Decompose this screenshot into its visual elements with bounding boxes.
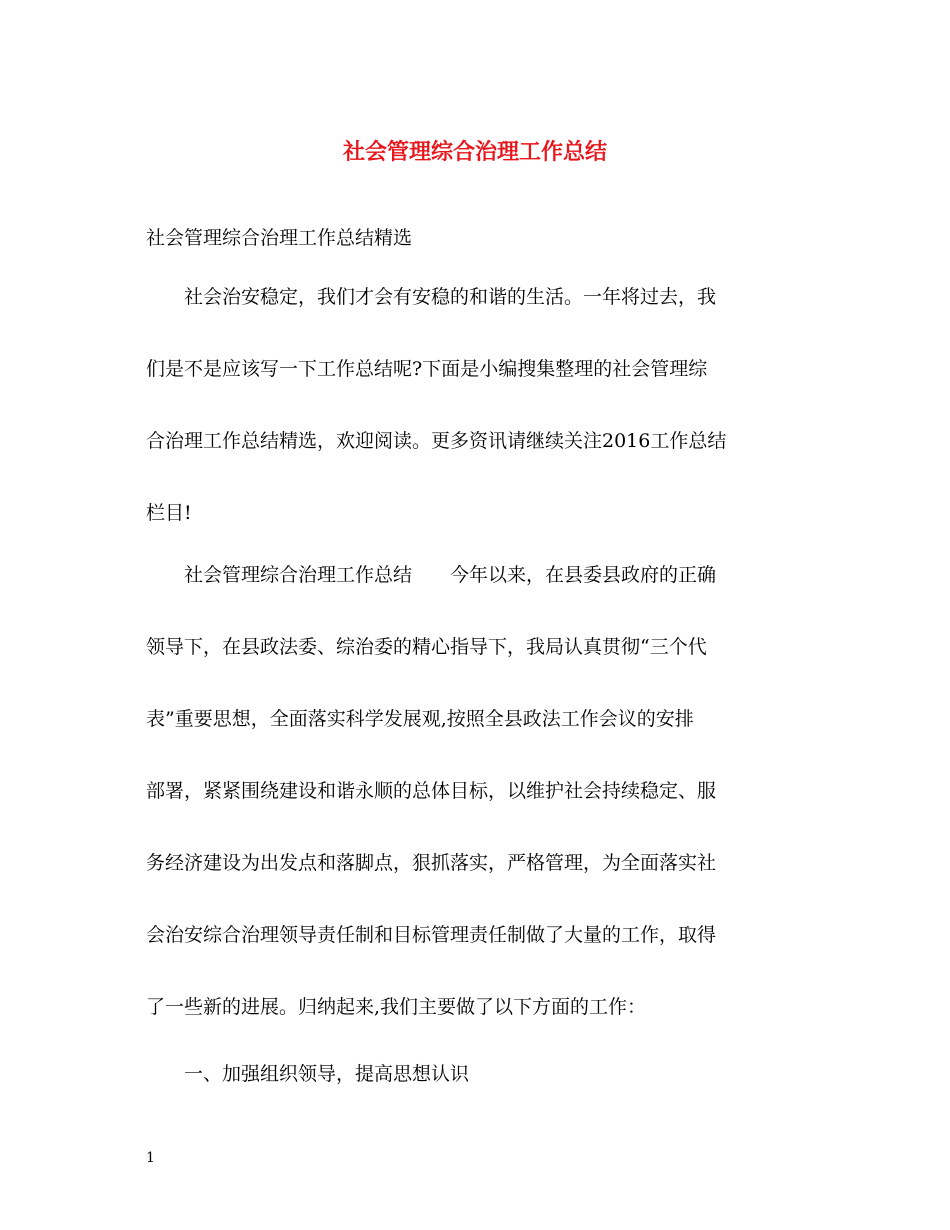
body-line: 表”重要思想，全面落实科学发展观,按照全县政法工作会议的安排 (146, 708, 694, 730)
body-line: 会治安综合治理领导责任制和目标管理责任制做了大量的工作，取得 (146, 924, 717, 946)
body-line: 了一些新的进展。归纳起来,我们主要做了以下方面的工作： (146, 996, 647, 1018)
body-line: 社会治安稳定，我们才会有安稳的和谐的生活。一年将过去，我 (146, 286, 717, 308)
body-line: 部署，紧紧围绕建设和谐永顺的总体目标，以维护社会持续稳定、服 (146, 780, 717, 802)
page-number: 1 (146, 1150, 155, 1166)
body-line: 领导下，在县政法委、综治委的精心指导下，我局认真贯彻“三个代 (146, 636, 707, 658)
body-line: 务经济建设为出发点和落脚点，狠抓落实，严格管理，为全面落实社 (146, 852, 717, 874)
section-heading: 一、加强组织领导，提高思想认识 (146, 1063, 470, 1085)
document-title: 社会管理综合治理工作总结 (342, 139, 607, 165)
body-line: 合治理工作总结精选，欢迎阅读。更多资讯请继续关注2016工作总结 (146, 430, 727, 452)
body-line: 社会管理综合治理工作总结 今年以来，在县委县政府的正确 (146, 564, 717, 586)
body-line: 栏目! (146, 502, 192, 524)
subtitle-line: 社会管理综合治理工作总结精选 (146, 227, 413, 249)
body-line: 们是不是应该写一下工作总结呢?下面是小编搜集整理的社会管理综 (146, 358, 708, 380)
